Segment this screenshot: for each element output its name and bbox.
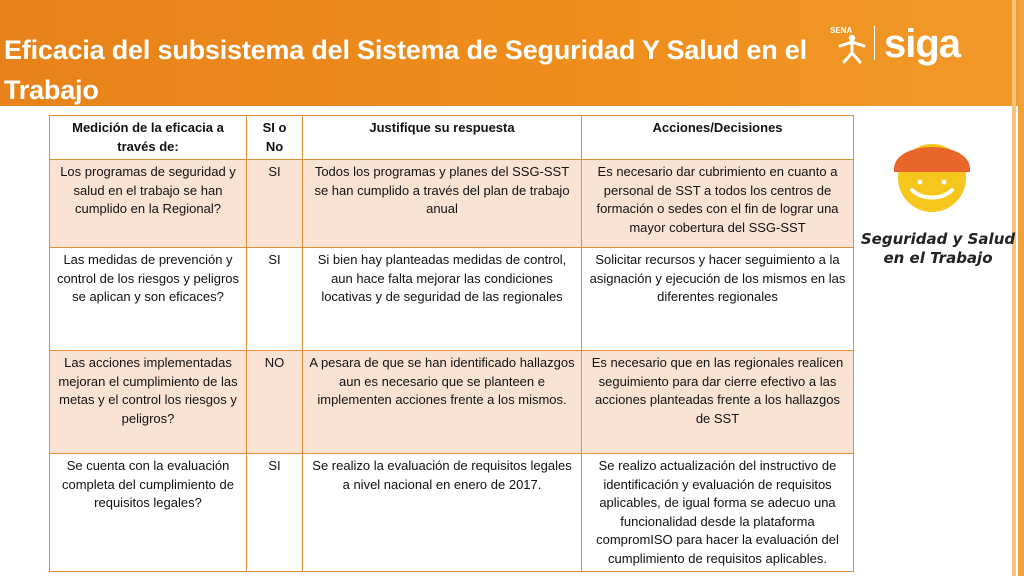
table-row <box>50 248 854 351</box>
decorative-stripes <box>1006 0 1024 576</box>
cell-measurement: Se cuenta con la evaluación completa del cumplimiento de requisitos legales? <box>50 454 247 572</box>
brand-label <box>858 230 1018 268</box>
header-actions: Acciones/Decisiones <box>582 116 854 160</box>
cell-measurement: Las medidas de prevención y control de los riesgos y peligros se aplican y son eficaces? <box>50 248 247 351</box>
smiley-helmet-icon <box>888 128 976 216</box>
stripe <box>1018 0 1024 576</box>
brand-label-line2: en el Trabajo <box>883 249 993 267</box>
cell-si-no: SI <box>247 454 303 572</box>
cell-measurement: Las acciones implementadas mejoran el cumplimiento de las metas y el control los riesgos y peligros? <box>50 351 247 454</box>
slide-title: Eficacia del subsistema del Sistema de Seguridad Y Salud en el Trabajo <box>4 35 807 105</box>
header-justification: Justifique su respuesta <box>303 116 582 160</box>
table-row <box>50 160 854 248</box>
cell-actions: Se realizo actualización del instructivo de identificación y evaluación de requisitos aplicables, de igual forma se adecuo una funcionalidad desde la plataforma compromISO para hacer la evaluación del cumplimiento de requisitos aplicables. <box>582 454 854 572</box>
siga-logo: siga <box>884 22 961 66</box>
cell-si-no: SI <box>247 160 303 248</box>
table-row <box>50 454 854 572</box>
table-row <box>50 351 854 454</box>
logo-divider <box>874 26 875 60</box>
brand-label-line1: Seguridad y Salud <box>860 230 1016 248</box>
stripe <box>1012 0 1016 576</box>
cell-actions: Es necesario dar cubrimiento en cuanto a personal de SST a todos los centros de formación o sedes con el fin de lograr una mayor cobertura del SSG-SST <box>582 160 854 248</box>
efficacy-table <box>49 115 854 572</box>
cell-si-no: SI <box>247 248 303 351</box>
sena-logo-text: SENA <box>830 26 853 35</box>
cell-justification: A pesara de que se han identificado hallazgos aun es necesario que se planteen e implementen acciones frente a los mismos. <box>303 351 582 454</box>
cell-actions: Solicitar recursos y hacer seguimiento a la asignación y ejecución de los mismos en las diferentes regionales <box>582 248 854 351</box>
cell-justification: Se realizo la evaluación de requisitos legales a nivel nacional en enero de 2017. <box>303 454 582 572</box>
header-si-no: SI o No <box>247 116 303 160</box>
header-measurement: Medición de la eficacia a través de: <box>50 116 247 160</box>
cell-justification: Todos los programas y planes del SSG-SST se han cumplido a través del plan de trabajo anual <box>303 160 582 248</box>
cell-justification: Si bien hay planteadas medidas de control, aun hace falta mejorar las condiciones locativas y de seguridad de las regionales <box>303 248 582 351</box>
cell-actions: Es necesario que en las regionales realicen seguimiento para dar cierre efectivo a las acciones planteadas frente a los hallazgos de SST <box>582 351 854 454</box>
cell-measurement: Los programas de seguridad y salud en el trabajo se han cumplido en la Regional? <box>50 160 247 248</box>
sena-logo <box>830 26 866 64</box>
table-header-row <box>50 116 854 160</box>
cell-si-no: NO <box>247 351 303 454</box>
